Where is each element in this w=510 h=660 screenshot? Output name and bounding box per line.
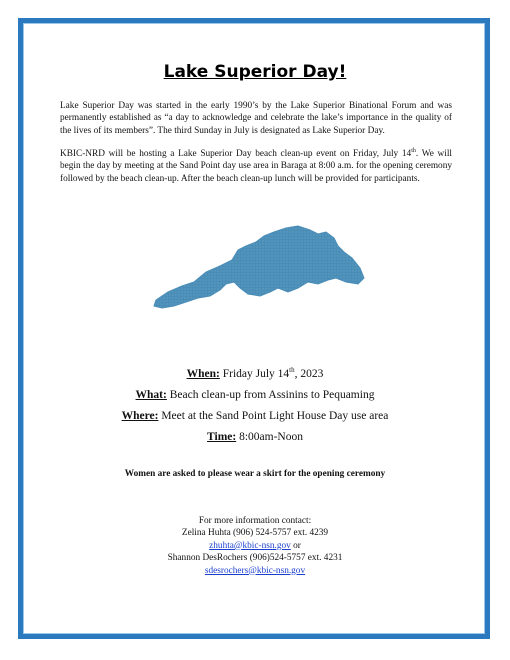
contact-intro: For more information contact: xyxy=(198,516,312,526)
email-link-2[interactable]: sdesrochers@kbic-nsn.gov xyxy=(204,565,306,576)
when-ordinal-suffix: th xyxy=(289,366,295,375)
intro-paragraph: Lake Superior Day was started in the early 1990’s by the Lake Superior Binational Forum and was permanently established as “a day to acknowledge and celebrate the lake’s importance in the quality of the lives of its members”. The third Sunday in July is designated as Lake Superior Day. xyxy=(60,101,452,136)
event-paragraph-text: KBIC-NRD will be hosting a Lake Superior Day beach clean-up event on Friday, July 14 xyxy=(60,149,412,159)
when-label: When: xyxy=(186,368,220,380)
email-link-1[interactable]: zhuhta@kbic-nsn.gov xyxy=(209,540,291,551)
time-value: 8:00am-Noon xyxy=(236,431,303,443)
when-value: Friday July 14 xyxy=(219,368,290,380)
contact-block xyxy=(0,515,510,577)
detail-what xyxy=(0,389,510,401)
ordinal-suffix: th xyxy=(411,147,416,154)
time-label: Time: xyxy=(207,431,237,443)
event-paragraph xyxy=(60,148,452,185)
contact-or: or xyxy=(290,540,301,551)
detail-time xyxy=(0,431,510,443)
where-label: Where: xyxy=(121,410,159,422)
detail-where xyxy=(0,410,510,422)
what-value: Beach clean-up from Assinins to Pequaming xyxy=(166,389,375,401)
dress-note: Women are asked to please wear a skirt for the opening ceremony xyxy=(124,469,386,479)
event-paragraph-text-cont: . We will begin the day by meeting at the Sand Point day use area in Baraga at 8:00 a.m. for the opening ceremony followed by the beach clean-up. After the beach clean-up lunch will be provided for participants. xyxy=(60,149,452,184)
contact-person-2: Shannon DesRochers (906)524-5757 ext. 4231 xyxy=(167,553,343,564)
where-value: Meet at the Sand Point Light House Day use area xyxy=(158,410,389,422)
contact-email-row-1 xyxy=(0,540,510,552)
what-label: What: xyxy=(135,389,167,401)
contact-person-1: Zelina Huhta (906) 524-5757 ext. 4239 xyxy=(181,528,329,539)
detail-when xyxy=(0,368,510,380)
when-year: , 2023 xyxy=(294,368,324,380)
contact-email-row-2 xyxy=(0,565,510,577)
lake-superior-map-image xyxy=(148,222,368,312)
page-title: Lake Superior Day! xyxy=(163,62,347,82)
